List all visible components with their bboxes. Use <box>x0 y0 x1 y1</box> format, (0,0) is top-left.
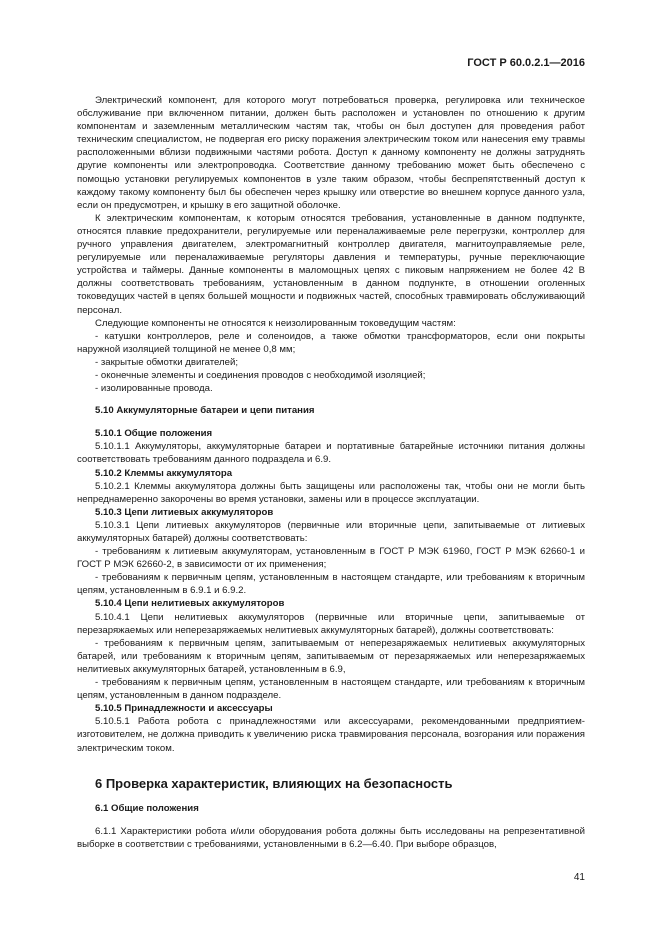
list-item: - требованиям к первичным цепям, установленным в настоящем стандарте, или требованиям к вторичным цепям, установленным в 6.9.1 и 6.9.2. <box>77 572 585 597</box>
paragraph: 5.10.4.1 Цепи нелитиевых аккумуляторов (первичные или вторичные цепи, запитываемые от перезаряжаемых или неперезаряжаемых нелитиевых аккумуляторных батарей), должны соответствовать: <box>77 611 585 636</box>
paragraph: 5.10.3.1 Цепи литиевых аккумуляторов (первичные или вторичные цепи, запитываемые от литиевых аккумуляторных батарей) должны соответствовать: <box>77 519 585 544</box>
paragraph: 5.10.1.1 Аккумуляторы, аккумуляторные батареи и портативные батарейные источники питания должны соответствовать требованиям данного подраздела и 6.9. <box>77 441 585 466</box>
page-body <box>77 94 585 851</box>
list-item: - требованиям к первичным цепям, запитываемым от неперезаряжаемых нелитиевых аккумуляторных батарей, или требованиям к вторичным цепям, запитываемым от перезаряжаемых или неперезаряжаемых нелитиевых аккумуляторных батарей, установленным в 6.9, <box>77 637 585 675</box>
list-item: - требованиям к литиевым аккумуляторам, установленным в ГОСТ Р МЭК 61960, ГОСТ Р МЭК 62660-1 и ГОСТ Р МЭК 62660-2, в зависимости от их применения; <box>77 546 585 571</box>
paragraph: 5.10.5.1 Работа робота с принадлежностями или аксессуарами, рекомендованными предприятием-изготовителем, не должна приводить к увеличению риска травмирования персонала, возгорания или поражения электрическим током. <box>77 716 585 754</box>
subsection-heading: 5.10.2 Клеммы аккумулятора <box>95 467 233 479</box>
section-heading-5-10: 5.10 Аккумуляторные батареи и цепи питания <box>95 405 315 417</box>
paragraph: 5.10.2.1 Клеммы аккумулятора должны быть защищены или расположены так, чтобы они не могли быть непреднамеренно закорочены во время установки, замены или в процессе эксплуатации. <box>77 480 585 505</box>
subsection-heading: 6.1 Общие положения <box>95 802 199 814</box>
subsection-heading: 5.10.5 Принадлежности и аксессуары <box>95 703 273 715</box>
list-item: - катушки контроллеров, реле и соленоидов, а также обмотки трансформаторов, если они покрыты наружной изоляцией толщиной не менее 0,8 мм; <box>77 330 585 355</box>
subsection-heading: 5.10.1 Общие положения <box>95 428 213 440</box>
list-item: - закрытые обмотки двигателей; <box>95 356 238 368</box>
list-item: - требованиям к первичным цепям, установленным в настоящем стандарте, или требованиям к вторичным цепям, установленным в данном подразделе. <box>77 677 585 702</box>
paragraph: К электрическим компонентам, к которым относятся требования, установленные в данном подпункте, относятся плавкие предохранители, регулируемые или переналаживаемые реле перегрузки, контроллер для ручного управления двигателем, электромагнитный контроллер двигателя, магнитоуправляемые реле, регулируемые или переналаживаемые регуляторы давления и температуры, ручные переключающие устройства и таймеры. Данные компоненты в маломощных цепях с пиковым напряжением не более 42 В должны соответствовать требованиям, установленным в данном подпункте, в отношении оголенных токоведущих частей в цепях большей мощности и подвижных частей, способных травмировать обслуживающий персонал. <box>77 212 585 316</box>
subsection-heading: 5.10.3 Цепи литиевых аккумуляторов <box>95 506 274 518</box>
page-number: 41 <box>573 872 585 883</box>
paragraph: 6.1.1 Характеристики робота и/или оборудования робота должны быть исследованы на репрезентативной выборке в соответствии с требованиями, установленными в 6.2—6.40. При выборе образцов, <box>77 825 585 850</box>
paragraph: Электрический компонент, для которого могут потребоваться проверка, регулировка или техническое обслуживание при включенном питании, должен быть расположен и установлен по отношению к другим компонентам и заземленным металлическим частям так, чтобы он был доступен для проведения работ техническим специалистом, не подвергая его риску поражения электрическим током или нанесения ему травмы расположенными вблизи подвижными частями робота. Доступ к данному компоненту не должны затруднять другие компоненты или электропроводка. Соответствие данному требованию может быть обеспечено с помощью установки регулируемых компонентов в узле таким образом, чтобы беспрепятственный доступ к каждому такому компоненту был бы обеспечен через крышку или отверстие во внешнем корпусе данного узла, если он предусмотрен, и крышку в его защитной оболочке. <box>77 95 585 211</box>
list-item: - изолированные провода. <box>95 383 213 395</box>
paragraph: Следующие компоненты не относятся к неизолированным токоведущим частям: <box>95 317 456 329</box>
section-heading-6: 6 Проверка характеристик, влияющих на безопасность <box>95 775 453 791</box>
subsection-heading: 5.10.4 Цепи нелитиевых аккумуляторов <box>95 598 285 610</box>
document-code: ГОСТ Р 60.0.2.1—2016 <box>467 57 585 69</box>
list-item: - оконечные элементы и соединения проводов с необходимой изоляцией; <box>95 369 426 381</box>
